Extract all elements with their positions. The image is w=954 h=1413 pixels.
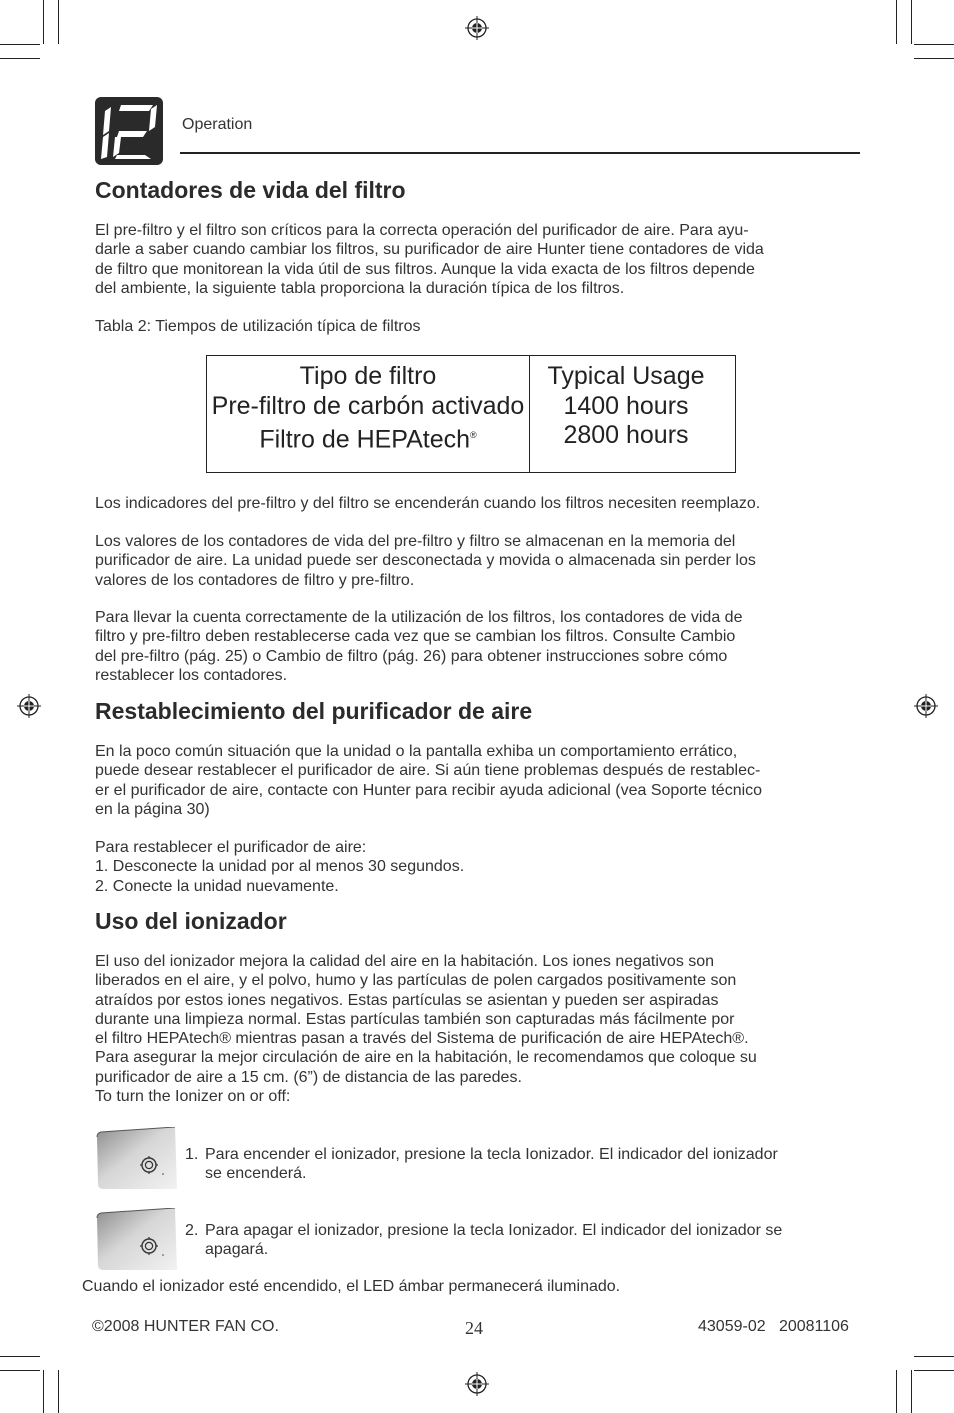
filter-life-intro (95, 221, 855, 298)
table-cell-filter-type: Pre-filtro de carbón activado (211, 391, 525, 420)
text-line: Para asegurar la mejor circulación de aire en la habitación, le recomendamos que coloque su (95, 1049, 757, 1067)
text-line: To turn the Ionizer on or off: (95, 1088, 291, 1106)
indicators-paragraph: Los indicadores del pre-filtro y del filtro se encenderán cuando los filtros necesiten reemplazo. (95, 495, 761, 512)
ionizer-paragraph (95, 952, 855, 1106)
reset-paragraph (95, 742, 855, 819)
text-line: se encenderá. (205, 1165, 307, 1183)
text-line: de filtro que monitorean la vida útil de sus filtros. Aunque la vida exacta de los filtros depende (95, 260, 755, 278)
registration-mark-icon (914, 694, 938, 718)
document-code: 43059-02 20081106 (698, 1318, 849, 1335)
display-digits-icon (95, 97, 163, 165)
text-line: en la página 30) (95, 800, 210, 818)
ionizer-step-on (185, 1145, 865, 1184)
header-rule (180, 152, 860, 154)
ionizer-heading: Uso del ionizador (95, 908, 287, 934)
text-line: darle a saber cuando cambiar los filtros, su purificador de aire Hunter tiene contadores de vida (95, 241, 764, 259)
page-number: 24 (465, 1318, 483, 1338)
registration-mark-icon (17, 694, 41, 718)
section-label: Operation (182, 116, 253, 133)
text-line: apagará. (205, 1241, 269, 1259)
reset-steps (95, 838, 855, 896)
reset-heading: Restablecimiento del purificador de aire (95, 698, 533, 724)
filter-type-column (207, 362, 529, 455)
table-cell-filter-type (207, 421, 529, 455)
table-cell-usage: 2800 hours (563, 421, 689, 449)
text-line: Para llevar la cuenta correctamente de la utilización de los filtros, los contadores de vida de (95, 609, 743, 626)
text-line: durante una limpieza normal. Estas partículas también son capturadas más fácilmente por (95, 1010, 735, 1028)
typical-usage-column (530, 362, 722, 451)
text-line: Los valores de los contadores de vida del pre-filtro y filtro se almacenan en la memoria del (95, 533, 736, 550)
ionizer-button-icon (95, 1127, 177, 1189)
filter-usage-table (206, 355, 736, 473)
text-line: filtro y pre-filtro deben restablecerse cada vez que se cambian los filtros. Consulte Cambio (95, 628, 736, 646)
ionizer-button-icon (95, 1208, 177, 1270)
text-line: purificador de aire a 15 cm. (6”) de distancia de las paredes. (95, 1068, 522, 1086)
table-cell-usage: 1400 hours (563, 391, 689, 420)
text-line: Para encender el ionizador, presione la tecla Ionizador. El indicador del ionizador (205, 1146, 778, 1163)
ionizer-step-off (185, 1221, 865, 1260)
filter-life-heading: Contadores de vida del filtro (95, 177, 406, 203)
list-item: 2. Conecte la unidad nuevamente. (95, 877, 339, 895)
text-line: del ambiente, la siguiente tabla proporciona la duración típica de los filtros. (95, 279, 625, 297)
text-line: El uso del ionizador mejora la calidad del aire en la habitación. Los iones negativos son (95, 953, 715, 970)
steps-intro: Para restablecer el purificador de aire: (95, 839, 367, 856)
registration-mark-icon (465, 16, 489, 40)
step-number: 2. (185, 1222, 199, 1239)
text-line: atraídos por estos iones negativos. Estas partículas se asientan y pueden ser aspiradas (95, 991, 719, 1009)
memory-paragraph (95, 532, 855, 590)
text-line: puede desear restablecer el purificador de aire. Si aún tiene problemas después de restablec- (95, 762, 761, 780)
registered-mark: ® (470, 430, 477, 440)
ionizer-led-note: Cuando el ionizador esté encendido, el LED ámbar permanecerá iluminado. (82, 1278, 621, 1295)
text-line: el filtro HEPAtech® mientras pasan a través del Sistema de purificación de aire HEPAtech®. (95, 1030, 749, 1048)
text-line: En la poco común situación que la unidad o la pantalla exhiba un comportamiento errático, (95, 743, 738, 760)
text-line: El pre-filtro y el filtro son críticos para la correcta operación del purificador de aire. Para ayu- (95, 222, 749, 239)
text-line: purificador de aire. La unidad puede ser desconectada y movida o almacenada sin perder los (95, 552, 756, 570)
step-number: 1. (185, 1146, 199, 1163)
cell-text: Filtro de HEPAtech (259, 425, 471, 454)
text-line: restablecer los contadores. (95, 666, 288, 684)
copyright: ©2008 HUNTER FAN CO. (92, 1318, 279, 1335)
text-line: liberados en el aire, y el polvo, humo y las partículas de polen cargados positivamente son (95, 972, 737, 990)
reset-counters-paragraph (95, 608, 855, 685)
table-header-filter-type: Tipo de filtro (299, 362, 437, 390)
text-line: valores de los contadores de filtro y pre-filtro. (95, 571, 415, 589)
table-header-typical-usage: Typical Usage (547, 362, 705, 390)
text-line: er el purificador de aire, contacte con Hunter para recibir ayuda adicional (vea Soporte técnico (95, 781, 763, 799)
list-item: 1. Desconecte la unidad por al menos 30 segundos. (95, 858, 465, 876)
text-line: del pre-filtro (pág. 25) o Cambio de filtro (pág. 26) para obtener instrucciones sobre cómo (95, 647, 728, 665)
text-line: Para apagar el ionizador, presione la tecla Ionizador. El indicador del ionizador se (205, 1222, 783, 1239)
registration-mark-icon (465, 1372, 489, 1396)
table-caption: Tabla 2: Tiempos de utilización típica de filtros (95, 318, 421, 335)
